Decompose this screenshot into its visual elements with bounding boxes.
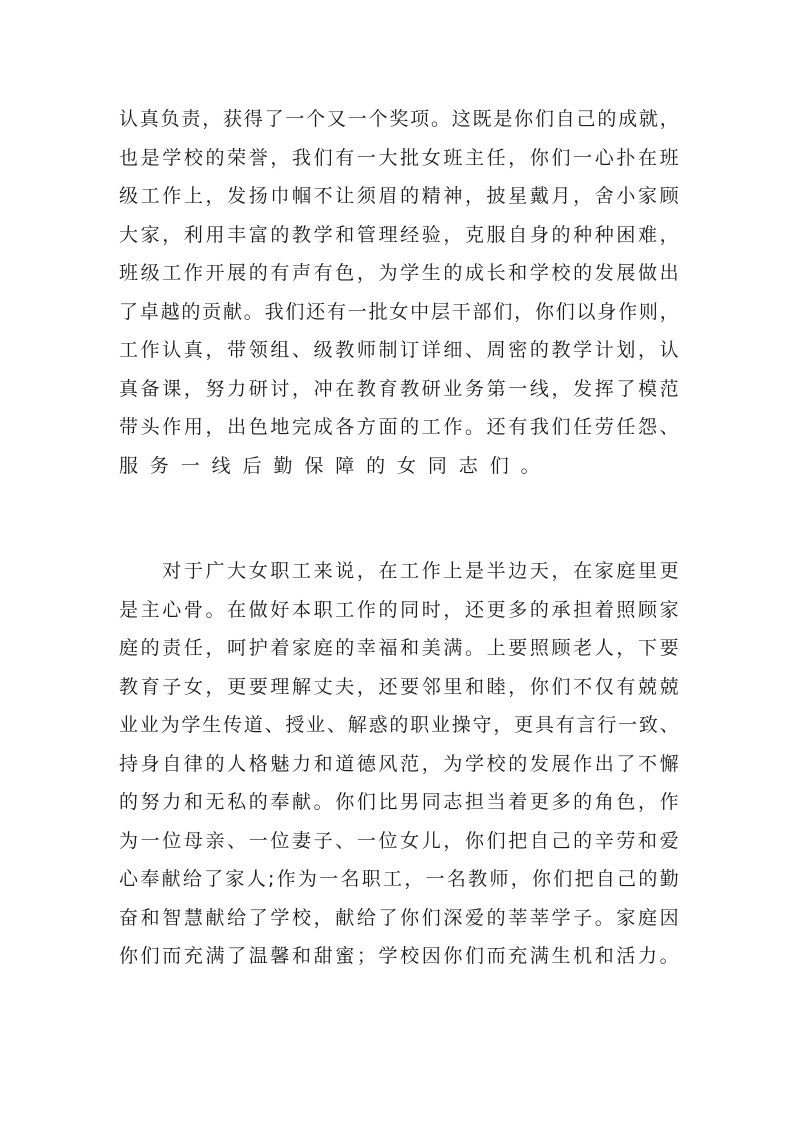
text-line: 教 育 子 女 ， 更 要 理 解 丈 夫 ， 还 要 邻 里 和 睦 ， 你 们 不 仅 有 兢 兢 [119,676,679,698]
text-line: 服 务 一 线 后 勤 保 障 的 女 同 志 们 。 [119,455,540,477]
text-line: 级 工 作 上 ， 发 扬 巾 帼 不 让 须 眉 的 精 神 ， 披 星 戴 月 ， 舍 小 家 顾 [119,185,679,207]
text-line: 庭 的 责 任 ， 呵 护 着 家 庭 的 幸 福 和 美 满 。 上 要 照 顾 老 人 ， 下 要 [119,637,679,659]
text-line: 大 家 ， 利 用 丰 富 的 教 学 和 管 理 经 验 ， 克 服 自 身 的 种 种 困 难 ， [119,224,679,246]
text-line: 真 备 课 ， 努 力 研 讨 ， 冲 在 教 育 教 研 业 务 第 一 线 ， 发 挥 了 模 范 [119,378,679,400]
text-line: 了 卓 越 的 贡 献 。 我 们 还 有 一 批 女 中 层 干 部 们 ， 你 们 以 身 作 则 ， [119,301,679,323]
text-line: 也 是 学 校 的 荣 誉 ， 我 们 有 一 大 批 女 班 主 任 ， 你 们 一 心 扑 在 班 [119,147,679,169]
text-line: 带 头 作 用 ， 出 色 地 完 成 各 方 面 的 工 作 。 还 有 我 们 任 劳 任 怨 、 [119,416,679,438]
text-line: 奋 和 智 慧 献 给 了 学 校 ， 献 给 了 你 们 深 爱 的 莘 莘 学 子 。 家 庭 因 [119,907,679,929]
text-line: 持 身 自 律 的 人 格 魅 力 和 道 德 风 范 ， 为 学 校 的 发 展 作 出 了 不 懈 [119,753,679,775]
text-line: 对 于 广 大 女 职 工 来 说 ， 在 工 作 上 是 半 边 天 ， 在 家 庭 里 更 [162,560,679,582]
text-line: 心 奉 献 给 了 家 人 ; 作 为 一 名 职 工 ， 一 名 教 师 ， 你 们 把 自 己 的 勤 [119,868,679,890]
text-line: 为 一 位 母 亲 、 一 位 妻 子 、 一 位 女 儿 ， 你 们 把 自 己 的 辛 劳 和 爱 [119,830,679,852]
text-line: 你 们 而 充 满 了 温 馨 和 甜 蜜 ； 学 校 因 你 们 而 充 满 生 机 和 活 力 。 [119,945,679,967]
text-line: 业 业 为 学 生 传 道 、 授 业 、 解 惑 的 职 业 操 守 ， 更 具 有 言 行 一 致 、 [119,714,679,736]
text-line: 的 努 力 和 无 私 的 奉 献 。 你 们 比 男 同 志 担 当 着 更 多 的 角 色 ， 作 [119,791,679,813]
text-line: 工 作 认 真 ， 带 领 组 、 级 教 师 制 订 详 细 、 周 密 的 教 学 计 划 ， 认 [119,339,679,361]
text-line: 认 真 负 责 ， 获 得 了 一 个 又 一 个 奖 项 。 这 既 是 你 们 自 己 的 成 就 ， [119,108,679,130]
text-line: 班 级 工 作 开 展 的 有 声 有 色 ， 为 学 生 的 成 长 和 学 校 的 发 展 做 出 [119,262,679,284]
text-line: 是 主 心 骨 。 在 做 好 本 职 工 作 的 同 时 ， 还 更 多 的 承 担 着 照 顾 家 [119,599,679,621]
